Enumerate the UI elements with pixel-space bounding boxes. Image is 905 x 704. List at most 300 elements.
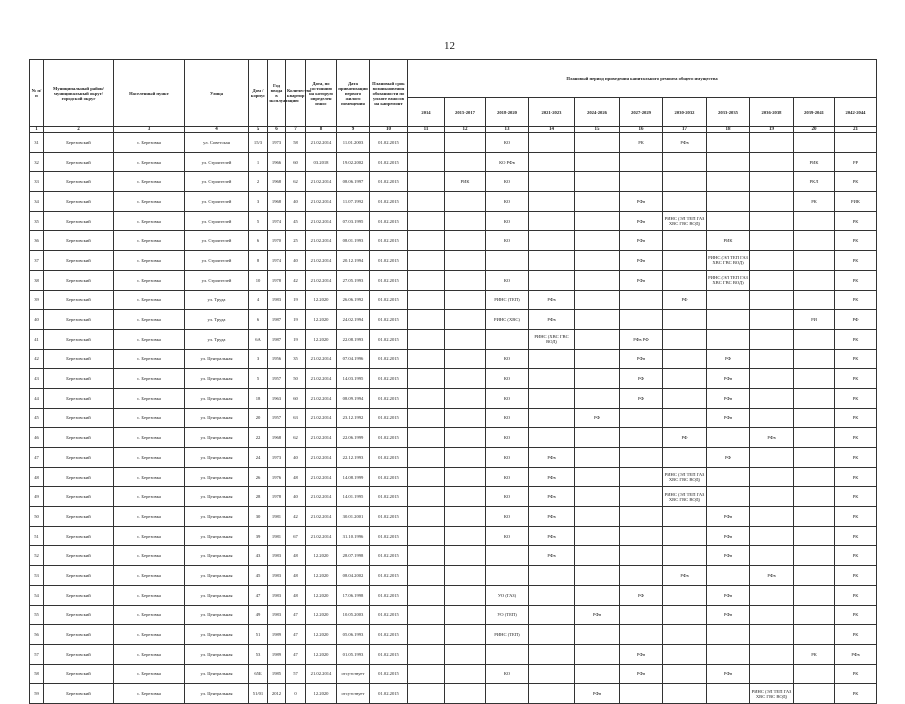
- period-cell: [408, 625, 445, 645]
- header-privatization-date: Дата приватизации первого жилого помещения: [337, 60, 370, 127]
- apartments-cell: 0: [286, 684, 306, 704]
- period-cell: [408, 211, 445, 231]
- apartments-cell: 40: [286, 487, 306, 507]
- row-number: 48: [30, 467, 44, 487]
- apartments-cell: 42: [286, 270, 306, 290]
- obligation-date-cell: 01.02.2015: [370, 408, 408, 428]
- table-row: [30, 625, 877, 645]
- period-cell: [529, 644, 575, 664]
- period-cell: [445, 152, 486, 172]
- period-cell: [575, 349, 620, 369]
- obligation-date-cell: 01.02.2015: [370, 467, 408, 487]
- period-cell: [445, 290, 486, 310]
- header-year: Год ввода в эксплуатацию: [268, 60, 286, 127]
- year-cell: 1983: [268, 546, 286, 566]
- year-cell: 1987: [268, 310, 286, 330]
- period-cell: [750, 585, 794, 605]
- period-cell: РК: [835, 566, 877, 586]
- column-number: 9: [337, 127, 370, 133]
- privatization-date-cell: 26.06.1992: [337, 290, 370, 310]
- period-cell: [663, 251, 707, 271]
- house-cell: 3: [249, 349, 268, 369]
- period-cell: [750, 290, 794, 310]
- year-cell: 1956: [268, 349, 286, 369]
- period-cell: РФв: [575, 684, 620, 704]
- table-row: [30, 408, 877, 428]
- table-row: [30, 192, 877, 212]
- period-cell: [663, 605, 707, 625]
- row-number: 55: [30, 605, 44, 625]
- obligation-date-cell: 01.02.2015: [370, 172, 408, 192]
- obligation-date-cell: 01.02.2015: [370, 369, 408, 389]
- settlement-cell: с. Березовка: [114, 251, 185, 271]
- period-cell: [408, 507, 445, 527]
- period-cell: РК: [835, 211, 877, 231]
- obligation-date-cell: 01.02.2015: [370, 329, 408, 349]
- period-cell: [620, 566, 663, 586]
- period-cell: [794, 507, 835, 527]
- house-cell: 49: [249, 605, 268, 625]
- period-cell: УО (ГАЗ): [486, 585, 529, 605]
- period-cell: РК: [835, 369, 877, 389]
- municipality-cell: Березовский: [44, 329, 114, 349]
- period-cell: [575, 211, 620, 231]
- period-header: 2021-2023: [529, 98, 575, 127]
- settlement-cell: с. Березовка: [114, 428, 185, 448]
- column-number: 20: [794, 127, 835, 133]
- year-cell: 1976: [268, 467, 286, 487]
- period-cell: [750, 329, 794, 349]
- period-cell: РФв: [620, 664, 663, 684]
- period-cell: РК: [835, 428, 877, 448]
- row-number: 37: [30, 251, 44, 271]
- period-cell: РФв: [707, 369, 750, 389]
- period-cell: [408, 133, 445, 153]
- period-cell: [794, 251, 835, 271]
- municipality-cell: Березовский: [44, 487, 114, 507]
- period-cell: РК: [835, 349, 877, 369]
- period-cell: РФв: [620, 211, 663, 231]
- period-cell: [663, 192, 707, 212]
- period-cell: [707, 290, 750, 310]
- period-cell: РК: [835, 526, 877, 546]
- period-cell: [529, 133, 575, 153]
- period-cell: [445, 644, 486, 664]
- table-row: [30, 290, 877, 310]
- period-cell: [835, 133, 877, 153]
- period-cell: [529, 231, 575, 251]
- period-cell: [445, 684, 486, 704]
- table-row: [30, 507, 877, 527]
- period-cell: РК: [835, 585, 877, 605]
- year-cell: 1981: [268, 507, 286, 527]
- period-cell: [575, 152, 620, 172]
- house-cell: 18: [249, 388, 268, 408]
- column-number: 2: [44, 127, 114, 133]
- period-cell: [445, 408, 486, 428]
- period-cell: [750, 211, 794, 231]
- period-cell: РФв: [620, 349, 663, 369]
- municipality-cell: Березовский: [44, 349, 114, 369]
- period-cell: [750, 349, 794, 369]
- column-number: 7: [286, 127, 306, 133]
- period-cell: [750, 152, 794, 172]
- apartments-cell: 48: [286, 467, 306, 487]
- privatization-date-cell: 05.06.1993: [337, 625, 370, 645]
- settlement-cell: с. Березовка: [114, 349, 185, 369]
- house-cell: 8: [249, 251, 268, 271]
- period-cell: [408, 231, 445, 251]
- column-number: 16: [620, 127, 663, 133]
- period-cell: [408, 546, 445, 566]
- period-cell: [575, 448, 620, 468]
- municipality-cell: Березовский: [44, 388, 114, 408]
- period-cell: [529, 152, 575, 172]
- apartments-cell: 63: [286, 408, 306, 428]
- period-cell: [445, 369, 486, 389]
- column-number: 5: [249, 127, 268, 133]
- period-cell: РК: [835, 408, 877, 428]
- privatization-date-cell: 07.03.1995: [337, 211, 370, 231]
- apartments-cell: 58: [286, 133, 306, 153]
- municipality-cell: Березовский: [44, 546, 114, 566]
- period-cell: [408, 310, 445, 330]
- row-number: 40: [30, 310, 44, 330]
- period-cell: [408, 408, 445, 428]
- settlement-cell: с. Березовка: [114, 664, 185, 684]
- apartments-cell: 47: [286, 644, 306, 664]
- period-cell: КО: [486, 133, 529, 153]
- settlement-cell: с. Березовка: [114, 290, 185, 310]
- inspection-date-cell: 12.2020: [306, 585, 337, 605]
- inspection-date-cell: 21.02.2014: [306, 251, 337, 271]
- period-cell: РФ: [663, 428, 707, 448]
- period-cell: [794, 546, 835, 566]
- period-cell: [794, 526, 835, 546]
- period-cell: РФв: [707, 526, 750, 546]
- period-cell: [750, 192, 794, 212]
- capital-repair-table: [29, 59, 877, 704]
- obligation-date-cell: 01.02.2015: [370, 152, 408, 172]
- period-cell: КО: [486, 526, 529, 546]
- obligation-date-cell: 01.02.2015: [370, 448, 408, 468]
- apartments-cell: 42: [286, 507, 306, 527]
- period-cell: РИНС (ЭЛ ТЕП ГАЗ ХВС ГВС ВОД): [663, 211, 707, 231]
- period-cell: РКЛ: [794, 172, 835, 192]
- municipality-cell: Березовский: [44, 270, 114, 290]
- table-row: [30, 526, 877, 546]
- period-cell: [750, 467, 794, 487]
- street-cell: ул. Центральная: [185, 388, 249, 408]
- period-cell: [575, 526, 620, 546]
- table-row: [30, 684, 877, 704]
- municipality-cell: Березовский: [44, 664, 114, 684]
- obligation-date-cell: 01.02.2015: [370, 664, 408, 684]
- obligation-date-cell: 01.02.2015: [370, 133, 408, 153]
- period-cell: [794, 625, 835, 645]
- header-house: Дом / корпус: [249, 60, 268, 127]
- period-cell: РФв: [620, 644, 663, 664]
- settlement-cell: с. Березовка: [114, 152, 185, 172]
- period-cell: [707, 644, 750, 664]
- inspection-date-cell: 12.2020: [306, 684, 337, 704]
- period-cell: [750, 507, 794, 527]
- row-number: 43: [30, 369, 44, 389]
- table-row: [30, 172, 877, 192]
- municipality-cell: Березовский: [44, 152, 114, 172]
- period-cell: РФв: [620, 192, 663, 212]
- house-cell: 28: [249, 487, 268, 507]
- settlement-cell: с. Березовка: [114, 329, 185, 349]
- period-cell: [445, 448, 486, 468]
- apartments-cell: 45: [286, 211, 306, 231]
- column-number: 4: [185, 127, 249, 133]
- period-cell: РИК: [445, 172, 486, 192]
- period-cell: [794, 290, 835, 310]
- period-cell: [707, 566, 750, 586]
- apartments-cell: 25: [286, 231, 306, 251]
- period-cell: РФв: [529, 290, 575, 310]
- period-cell: [750, 388, 794, 408]
- row-number: 50: [30, 507, 44, 527]
- period-cell: [794, 448, 835, 468]
- period-cell: [663, 270, 707, 290]
- period-header: 2027-2029: [620, 98, 663, 127]
- period-cell: [445, 507, 486, 527]
- period-cell: [663, 625, 707, 645]
- header-street: Улица: [185, 60, 249, 127]
- period-cell: РИНС (ХВС ГВС ВОД): [529, 329, 575, 349]
- row-number: 42: [30, 349, 44, 369]
- period-cell: [486, 644, 529, 664]
- privatization-date-cell: 31.10.1996: [337, 526, 370, 546]
- header-apartments: Количество квартир: [286, 60, 306, 127]
- inspection-date-cell: 21.02.2014: [306, 211, 337, 231]
- table-row: [30, 133, 877, 153]
- period-cell: [663, 310, 707, 330]
- municipality-cell: Березовский: [44, 625, 114, 645]
- house-cell: 24: [249, 448, 268, 468]
- period-cell: [408, 192, 445, 212]
- house-cell: 3: [249, 192, 268, 212]
- period-header: 2039-2041: [794, 98, 835, 127]
- year-cell: 1985: [268, 664, 286, 684]
- period-cell: КО: [486, 487, 529, 507]
- apartments-cell: 48: [286, 585, 306, 605]
- street-cell: ул. Центральная: [185, 487, 249, 507]
- period-cell: [529, 172, 575, 192]
- apartments-cell: 47: [286, 625, 306, 645]
- period-cell: [794, 408, 835, 428]
- period-cell: [663, 408, 707, 428]
- period-cell: РК: [835, 270, 877, 290]
- street-cell: ул. Строителей: [185, 211, 249, 231]
- row-number: 44: [30, 388, 44, 408]
- period-header: 2024-2026: [575, 98, 620, 127]
- period-cell: [486, 329, 529, 349]
- settlement-cell: с. Березовка: [114, 526, 185, 546]
- obligation-date-cell: 01.02.2015: [370, 349, 408, 369]
- period-cell: [408, 664, 445, 684]
- street-cell: ул. Советская: [185, 133, 249, 153]
- obligation-date-cell: 01.02.2015: [370, 644, 408, 664]
- period-cell: РК: [835, 487, 877, 507]
- table-row: [30, 467, 877, 487]
- house-cell: 6А: [249, 329, 268, 349]
- street-cell: ул. Труда: [185, 329, 249, 349]
- period-cell: [445, 270, 486, 290]
- period-cell: РФв РФ: [620, 329, 663, 349]
- period-cell: [529, 408, 575, 428]
- header-municipality: Муниципальный район/ муниципальный округ/городской округ: [44, 60, 114, 127]
- inspection-date-cell: 21.02.2014: [306, 487, 337, 507]
- settlement-cell: с. Березовка: [114, 507, 185, 527]
- settlement-cell: с. Березовка: [114, 310, 185, 330]
- table-row: [30, 605, 877, 625]
- municipality-cell: Березовский: [44, 192, 114, 212]
- period-cell: [529, 664, 575, 684]
- inspection-date-cell: 21.02.2014: [306, 231, 337, 251]
- house-cell: 15/3: [249, 133, 268, 153]
- header-num: № п/п: [30, 60, 44, 127]
- table-row: [30, 428, 877, 448]
- privatization-date-cell: 27.05.1993: [337, 270, 370, 290]
- obligation-date-cell: 01.02.2015: [370, 231, 408, 251]
- period-cell: [529, 566, 575, 586]
- row-number: 33: [30, 172, 44, 192]
- privatization-date-cell: 08.01.1993: [337, 231, 370, 251]
- inspection-date-cell: 21.02.2014: [306, 408, 337, 428]
- obligation-date-cell: 01.02.2015: [370, 566, 408, 586]
- obligation-date-cell: 01.02.2015: [370, 684, 408, 704]
- row-number: 38: [30, 270, 44, 290]
- period-cell: [575, 231, 620, 251]
- table-row: [30, 546, 877, 566]
- period-cell: [663, 526, 707, 546]
- period-cell: [445, 467, 486, 487]
- table-row: [30, 388, 877, 408]
- period-cell: РИК: [794, 152, 835, 172]
- period-cell: [620, 546, 663, 566]
- street-cell: ул. Центральная: [185, 664, 249, 684]
- obligation-date-cell: 01.02.2015: [370, 605, 408, 625]
- period-cell: [750, 625, 794, 645]
- inspection-date-cell: 21.02.2014: [306, 369, 337, 389]
- period-cell: [408, 487, 445, 507]
- period-cell: РИНС (ЭЛ ТЕП ГАЗ ХВС ГВС ВОД): [663, 467, 707, 487]
- settlement-cell: с. Березовка: [114, 625, 185, 645]
- period-cell: [750, 231, 794, 251]
- header-obligation-date: Плановый срок возникновения обязанности по уплате взносов на капремонт: [370, 60, 408, 127]
- period-cell: [445, 487, 486, 507]
- period-cell: РК: [835, 605, 877, 625]
- period-cell: [707, 625, 750, 645]
- year-cell: 1968: [268, 172, 286, 192]
- settlement-cell: с. Березовка: [114, 408, 185, 428]
- settlement-cell: с. Березовка: [114, 605, 185, 625]
- period-cell: [750, 251, 794, 271]
- period-cell: РК: [835, 290, 877, 310]
- period-cell: РФв: [529, 546, 575, 566]
- period-cell: РФ: [575, 408, 620, 428]
- period-cell: [663, 644, 707, 664]
- period-cell: [445, 192, 486, 212]
- inspection-date-cell: 12.2020: [306, 546, 337, 566]
- privatization-date-cell: 08.04.2002: [337, 566, 370, 586]
- period-cell: КО: [486, 428, 529, 448]
- period-cell: РИНС (ЭЛ ТЕП ГАЗ ХВС ГВС ВОД): [707, 270, 750, 290]
- privatization-date-cell: 22.08.1993: [337, 329, 370, 349]
- period-cell: РФв: [663, 133, 707, 153]
- street-cell: ул. Центральная: [185, 625, 249, 645]
- period-cell: [794, 349, 835, 369]
- period-cell: РК: [835, 172, 877, 192]
- period-cell: РФв: [575, 605, 620, 625]
- year-cell: 1970: [268, 231, 286, 251]
- street-cell: ул. Центральная: [185, 546, 249, 566]
- street-cell: ул. Центральная: [185, 369, 249, 389]
- period-cell: [794, 428, 835, 448]
- obligation-date-cell: 01.02.2015: [370, 507, 408, 527]
- column-number: 19: [750, 127, 794, 133]
- period-cell: [707, 211, 750, 231]
- period-cell: [620, 290, 663, 310]
- period-cell: [529, 192, 575, 212]
- period-cell: РИ: [794, 310, 835, 330]
- street-cell: ул. Центральная: [185, 408, 249, 428]
- period-cell: [529, 388, 575, 408]
- period-cell: РФв: [835, 644, 877, 664]
- street-cell: ул. Центральная: [185, 684, 249, 704]
- period-cell: [620, 310, 663, 330]
- period-cell: РК: [835, 448, 877, 468]
- period-cell: [620, 625, 663, 645]
- period-cell: [663, 152, 707, 172]
- inspection-date-cell: 12.2020: [306, 566, 337, 586]
- period-cell: РИНС (ТЕП): [486, 290, 529, 310]
- period-cell: [445, 526, 486, 546]
- period-cell: РК: [835, 546, 877, 566]
- period-cell: КО: [486, 192, 529, 212]
- year-cell: 1983: [268, 605, 286, 625]
- period-cell: [663, 664, 707, 684]
- year-cell: 1983: [268, 566, 286, 586]
- period-cell: [408, 251, 445, 271]
- period-cell: [707, 329, 750, 349]
- settlement-cell: с. Березовка: [114, 270, 185, 290]
- settlement-cell: с. Березовка: [114, 487, 185, 507]
- header-inspection-date: Дата, по состоянию на которую определен износ: [306, 60, 337, 127]
- period-cell: [707, 487, 750, 507]
- period-cell: [486, 684, 529, 704]
- period-cell: КО: [486, 172, 529, 192]
- row-number: 51: [30, 526, 44, 546]
- obligation-date-cell: 01.02.2015: [370, 585, 408, 605]
- period-cell: [575, 625, 620, 645]
- privatization-date-cell: 11.07.1992: [337, 192, 370, 212]
- municipality-cell: Березовский: [44, 211, 114, 231]
- house-cell: 51/01: [249, 684, 268, 704]
- apartments-cell: 47: [286, 605, 306, 625]
- settlement-cell: с. Березовка: [114, 644, 185, 664]
- period-cell: [408, 329, 445, 349]
- period-cell: РФв: [529, 507, 575, 527]
- row-number: 52: [30, 546, 44, 566]
- street-cell: ул. Строителей: [185, 152, 249, 172]
- period-cell: [794, 664, 835, 684]
- year-cell: 1989: [268, 625, 286, 645]
- column-number: 13: [486, 127, 529, 133]
